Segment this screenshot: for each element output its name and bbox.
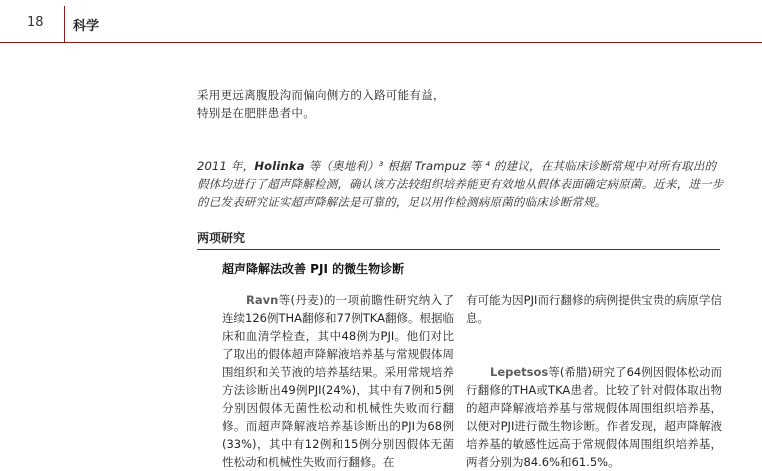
right-column xyxy=(466,291,722,471)
highlight-quote xyxy=(197,157,725,211)
page-header xyxy=(0,0,762,43)
intro-paragraph xyxy=(197,86,577,122)
left-column xyxy=(222,291,454,471)
header-divider xyxy=(64,6,65,42)
right-column-para2 xyxy=(466,363,722,471)
left-column-text: 等(丹麦)的一项前瞻性研究纳入了连续126例THA翻修和77例TKA翻修。根据临床和血清学检查，其中48例为PJI。他们对比了取出的假体超声降解液培养基与常规假体周围组织和关节液的培养基结果。采用常规培养方法诊断出49例PJI(24%)，其中有7例和5例分别因假体无菌性松动和机械性失败而行翻修。而超声降解液培养基诊断出的PJI为68例(33%)，其中有12例和15例分别因假体无菌性松动和机械性失败而行翻修。在 xyxy=(222,293,454,469)
section-title: 科学 xyxy=(73,19,100,34)
author-lepetsos: Lepetsos xyxy=(490,365,549,379)
article-subheading: 超声降解法改善 PJI 的微生物诊断 xyxy=(222,262,405,276)
quote-pre: 2011 年， xyxy=(197,159,255,173)
quote-author: Holinka xyxy=(254,159,305,173)
page-number: 18 xyxy=(27,15,44,30)
quote-text: 等（奥地利）³ 根据 Trampuz 等 ⁴ 的建议，在其临床诊断常规中对所有取出的假体均进行了超声降解检测，确认该方法较组织培养能更有效地从假体表面确定病原菌。近来，进一步的已发表研究证实超声降解法是可靠的，足以用作检测病原菌的临床诊断常规。 xyxy=(197,159,724,209)
intro-line: 采用更远离腹股沟而偏向侧方的入路可能有益， xyxy=(197,88,445,102)
intro-line: 特别是在肥胖患者中。 xyxy=(197,106,315,120)
section-rule xyxy=(197,249,720,250)
author-ravn: Ravn xyxy=(246,293,279,307)
studies-heading: 两项研究 xyxy=(197,231,246,245)
right-column-text: 等(希腊)研究了64例因假体松动而行翻修的THA或TKA患者。比较了针对假体取出物的超声降解液培养基与常规假体周围组织培养基，以便对PJI进行微生物诊断。作者发现，超声降解液培养基的敏感性远高于常规假体周围组织培养基，两者分别为84.6%和61.5%。 xyxy=(466,365,722,469)
right-column-para1: 有可能为因PJI而行翻修的病例提供宝贵的病原学信息。 xyxy=(466,293,722,325)
